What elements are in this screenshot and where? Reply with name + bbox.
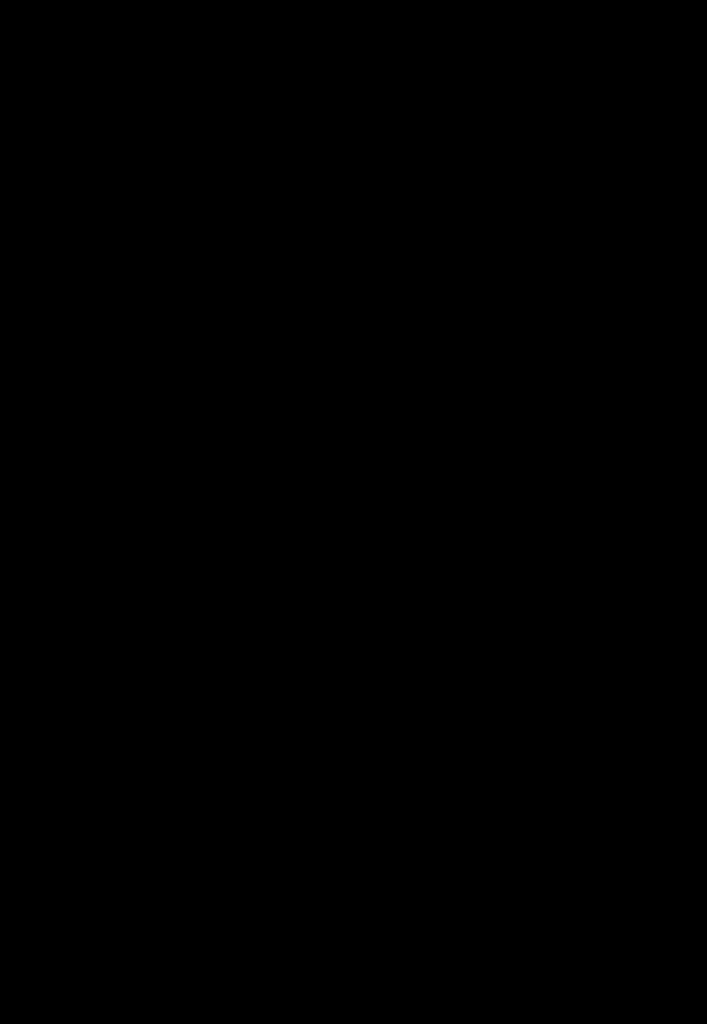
table-header-band (0, 0, 707, 28)
